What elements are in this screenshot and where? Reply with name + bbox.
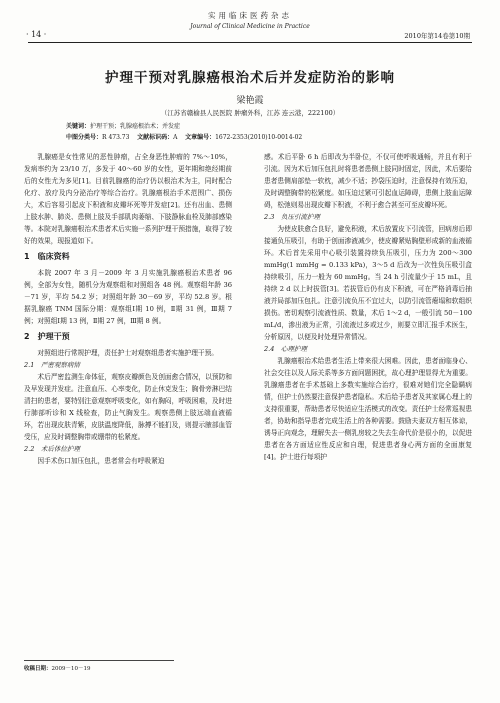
position-paragraph-continued: 感。术后平卧 6 h 后即改为半卧位，不仅可使呼吸通畅，并且有利于引流。因为术后加压包扎时将患者患侧上肢同时固定，因此，术后要给患者患侧肩部垫一软枕，减少不适；抄袋压迫时，注意保持有效压迫，及时调整胸带的松紧度。如压迫过紧可引起血运障碍，患侧上肢血运障碍，松弛则易出现皮瓣下积液，不利于愈合甚至可至皮瓣坏死。 [264, 153, 472, 209]
article-title: 护理干预对乳腺癌根治术后并发症防治的影响 [105, 70, 395, 86]
affiliation: （江苏省赣榆县人民医院 肿瘤外科，江苏 连云港，222100） [160, 109, 340, 117]
observation-paragraph: 术后严密监测生命体征，观察皮瓣颜色及创面愈合情况，以预防和及早发现并发症。注意血压、心率变化，防止休克发生；胸骨旁淋巴结清扫的患者，要特别注意观察呼吸变化，如有胸闷，呼吸困难，及时进行肺部听诊和 X 线检查，防止气胸发生。观察患侧上肢远端血液循环，若出现皮肤青紫，皮肤温度降低，脉搏不能扪及，则提示腋部血管受压，应及时调整胸带或绷带的松紧度。 [24, 373, 232, 441]
doc-code-label: 文献标识码： [137, 134, 174, 141]
journal-header [0, 0, 500, 46]
clc-label: 中图分类号： [66, 134, 103, 141]
received-label: 收稿日期： [24, 666, 52, 672]
header-rule [28, 42, 472, 43]
section-heading-clinical-data: 1 临床资料 [24, 252, 70, 261]
received-date: 2009－10－19 [51, 666, 91, 672]
article-no: 1672-2353(2010)10-0014-02 [215, 134, 303, 141]
classification-line [66, 132, 302, 141]
psychological-paragraph: 乳腺癌根治术给患者生活上带来很大困难。因此，患者面临身心、社会交往以及人际关系等多方面问题困扰，故心理护理显得尤为重要。乳腺癌患者在手术基础上多数实施综合治疗，很难对她们完全隐瞒病情，但护士仍然要注意保护患者隐私。术后给予患者及其家属心理上的支持很重要，帮助患者尽快适应生活模式的改变。责任护士经常巡视患者，协助和指导患者完成生活上的各种需要。鼓励夫妻双方相互体谅，诱导正向观念，理解失去一侧乳房较之失去生命代价是很小的，以促进患者在各方面适应性反应和自理，促进患者身心两方面的全面康复[4]。护士进行每项护 [264, 357, 472, 461]
keywords-line [66, 121, 180, 130]
right-column [264, 151, 472, 463]
journal-title-cn: 实用临床医药杂志 [208, 11, 292, 20]
position-paragraph: 因手术伤口加压包扎，患者常会有呼吸紧迫 [37, 457, 165, 465]
journal-title-en: Journal of Clinical Medicine in Practice [190, 23, 310, 30]
received-date-footnote [24, 660, 174, 672]
section-heading-nursing-intervention: 2 护理干预 [24, 332, 70, 341]
subsection-heading-position: 2.2 术后体位护理 [24, 445, 80, 453]
author: 梁艳霞 [236, 96, 264, 106]
article-no-label: 文章编号： [185, 134, 216, 141]
page-number: · 14 · [26, 30, 47, 39]
doc-code: A [173, 134, 178, 141]
intro-paragraph: 乳腺癌是女性常见的恶性肿瘤，占全身恶性肿瘤的 7%～10%，发病率约为 23/10 万，多发于 40～60 岁的女性，更年期和绝经期前后的女性尤为多见[1]。目前乳腺癌的治疗仍以根治术为主，同时配合化疗、放疗及内分泌治疗等综合治疗。乳腺癌根治手术范围广、损伤大，术后容易引起皮下积液和皮瓣坏死等并发症[2]。还有出血、患侧上肢水肿、肺炎、患侧上肢及手部肌肉萎缩、下肢静脉血栓及肺部感染等。本院对乳腺癌根治术患者术后实施一系列护理干预措施，取得了较好的效果，现报道如下。 [24, 153, 232, 245]
keywords: 护理干预；乳腺癌根治术；并发症 [90, 123, 181, 130]
clinical-data-paragraph: 本院 2007 年 3 月－2009 年 3 月实施乳腺癌根治术患者 96 例，全部为女性，随机分为观察组和对照组各 48 例。观察组年龄 36－71 岁，平均 54.2 岁；对照组年龄 30－69 岁，平均 52.8 岁。根据乳腺癌 TNM 国际分期：观察组Ⅰ期 10 例，Ⅱ期 31 例，Ⅲ期 7 例；对照组Ⅰ期 13 例，Ⅱ期 27 例，Ⅲ期 8 例。 [24, 269, 232, 325]
drainage-paragraph: 为使皮肤愈合良好，避免积液，术后放置皮下引流管，回病房后即接通负压吸引，有助于创面渗液减少，使皮瓣紧贴胸壁形成新的血液循环。术后首先采用中心吸引装置持续负压吸引，压力为 200～300 mmHg(1 mmHg = 0.133 kPa)，3～5 d 后改为一次性负压吸引盒持续吸引，压力一般为 60 mmHg。当 24 h 引流量少于 15 mL，且持续 2 d 以上时拔管[3]。若拔管后仍有皮下积液，可在严格消毒后抽液并局部加压包扎。注意引流负压不宜过大，以防引流管瘪塌和软组织损伤。密切观察引流液性质、数量，术后 1～2 d，一般引流 50－100 mL/d，渗出液为正常，引流液过多或过少，则要立即汇报手术医生，分析原因，以便及时处理异常情况。 [264, 225, 472, 341]
nursing-intervention-paragraph: 对照组进行常规护理，责任护士对观察组患者实施护理干预。 [37, 349, 218, 357]
left-column [24, 151, 232, 467]
issue-info: 2010年第14卷第10期 [404, 32, 470, 40]
keywords-label: 关键词： [66, 123, 91, 130]
subsection-heading-drainage: 2.3 负压引流护理 [264, 213, 320, 221]
clc-code: R 473.73 [102, 134, 130, 141]
subsection-heading-psychological: 2.4 心理护理 [264, 345, 307, 353]
subsection-heading-observation: 2.1 严密观察病情 [24, 361, 80, 369]
